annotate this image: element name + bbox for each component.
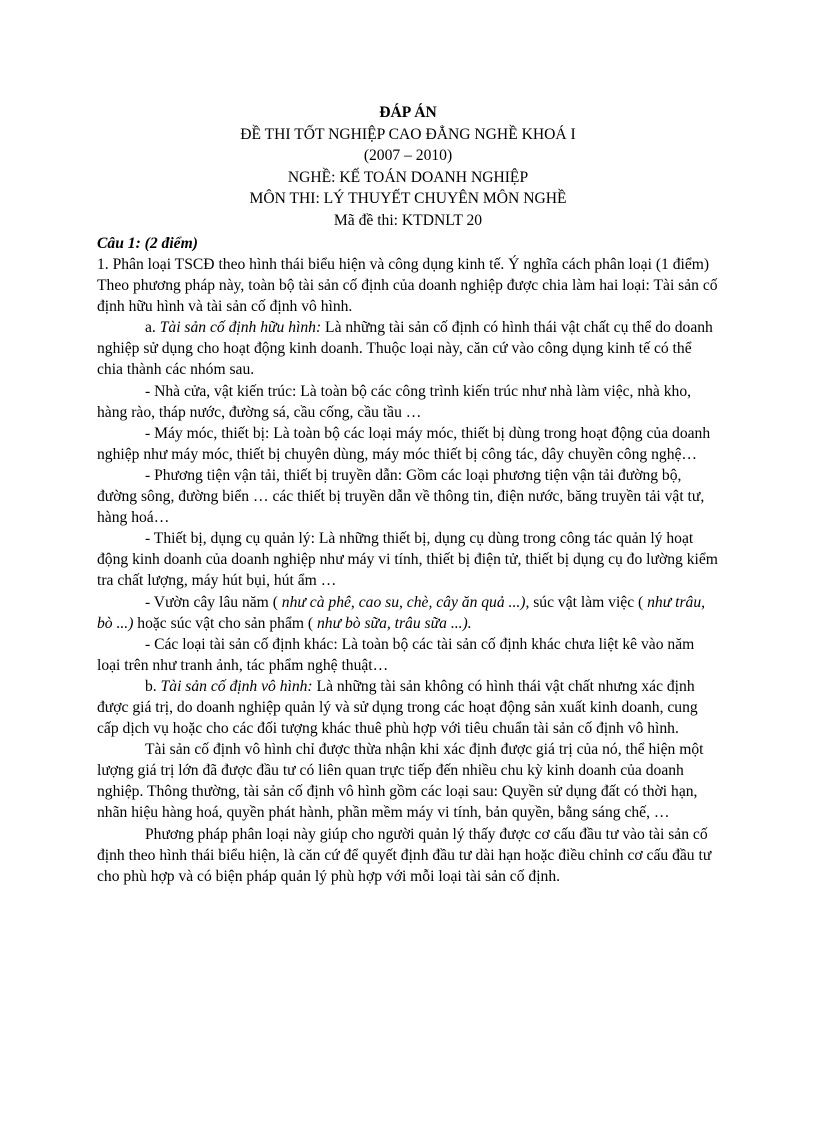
asset-group-other: - Các loại tài sản cố định khác: Là toàn bộ các tài sản cố định khác chưa liệt kê vào năm loại trên như tranh ảnh, tác phẩm nghệ thuật… — [97, 635, 695, 674]
asset-group-buildings: - Nhà cửa, vật kiến trúc: Là toàn bộ các công trình kiến trúc như nhà làm việc, nhà kho, hàng rào, tháp nước, đường sá, cầu cống, cầu tầu … — [97, 382, 692, 421]
asset-group-management-tools: - Thiết bị, dụng cụ quản lý: Là những thiết bị, dụng cụ dùng trong công tác quản lý hoạt động kinh doanh của doanh nghiệp như máy vi tính, thiết bị điện tử, thiết bị dụng cụ đo lường kiểm tra chất lượng, máy hút bụi, hút ẩm … — [97, 530, 718, 590]
exam-years: (2007 – 2010) — [363, 147, 453, 164]
plants-text-3: hoặc súc vật cho sản phẩm ( — [133, 614, 317, 632]
exam-major: NGHỀ: KẾ TOÁN DOANH NGHIỆP — [287, 168, 529, 186]
plants-examples: như cà phê, cao su, chè, cây ăn quả ...), — [281, 593, 530, 611]
product-animals-examples: như bò sữa, trâu sữa ...). — [317, 614, 472, 632]
section-b-paragraph — [97, 676, 719, 739]
section-b-text: Là những tài sản không có hình thái vật chất nhưng xác định được giá trị, do doanh nghiệp quản lý và sử dụng trong các hoạt động sản xuất kinh doanh, cung cấp dịch vụ hoặc cho các đối tượng khác thuê phù hợp với tiêu chuẩn tài sản cố định vô hình. — [97, 677, 698, 738]
work-animals-examples: như trâu, bò ...) — [97, 593, 706, 632]
question-1-item-1: 1. Phân loại TSCĐ theo hình thái biểu hiện và công dụng kinh tế. Ý nghĩa cách phân loại (1 điểm) — [97, 256, 710, 273]
exam-header — [97, 102, 719, 231]
plants-text-1: - Vườn cây lâu năm ( — [145, 593, 282, 611]
exam-name: ĐỀ THI TỐT NGHIỆP CAO ĐẲNG NGHỀ KHOÁ I — [240, 125, 576, 143]
section-b-prefix: b. — [145, 677, 161, 695]
classification-meaning-paragraph: Phương pháp phân loại này giúp cho người quản lý thấy được cơ cấu đầu tư vào tài sản cố định theo hình thái biểu hiện, là căn cứ để quyết định đầu tư dài hạn hoặc điều chỉnh cơ cấu đầu tư cho phù hợp và có biện pháp quản lý phù hợp với mỗi loại tài sản cố định. — [97, 825, 712, 885]
section-a-text: Là những tài sản cố định có hình thái vật chất cụ thể do doanh nghiệp sử dụng cho hoạt động kinh doanh. Thuộc loại này, căn cứ vào công dụng kinh tế có thể chia thành các nhóm sau. — [97, 319, 713, 379]
asset-group-plants-animals — [97, 592, 719, 634]
intangible-assets-paragraph: Tài sản cố định vô hình chỉ được thừa nhận khi xác định được giá trị của nó, thể hiện một lượng giá trị lớn đã được đầu tư có liên quan trực tiếp đến nhiều chu kỳ kinh doanh của doanh nghiệp. Thông thường, tài sản cố định vô hình gồm các loại sau: Quyền sử dụng đất có thời hạn, nhãn hiệu hàng hoá, quyền phát hành, phần mềm máy vi tính, bản quyền, bằng sáng chế, … — [97, 741, 704, 822]
section-a-term: Tài sản cố định hữu hình: — [159, 319, 322, 337]
document-page — [97, 102, 719, 887]
exam-subject: MÔN THI: LÝ THUYẾT CHUYÊN MÔN NGHỀ — [249, 190, 567, 207]
answer-key-title: ĐÁP ÁN — [379, 104, 437, 121]
plants-text-2: súc vật làm việc ( — [529, 593, 648, 611]
intro-paragraph: Theo phương pháp này, toàn bộ tài sản cố định của doanh nghiệp được chia làm hai loại: Tài sản cố định hữu hình và tài sản cố định vô hình. — [97, 277, 718, 316]
section-b-term: Tài sản cố định vô hình: — [160, 677, 313, 695]
asset-group-transport: - Phương tiện vận tải, thiết bị truyền dẫn: Gồm các loại phương tiện vận tải đường bộ, đường sông, đường biển … các thiết bị truyền dẫn về thông tin, điện nước, băng truyền tải vật tư, hàng hoá… — [97, 466, 705, 527]
question-1-title: Câu 1: (2 điểm) — [97, 235, 198, 252]
exam-code: Mã đề thi: KTDNLT 20 — [333, 211, 483, 229]
section-a-prefix: a. — [145, 319, 160, 337]
section-a-paragraph — [97, 317, 719, 380]
asset-group-machinery: - Máy móc, thiết bị: Là toàn bộ các loại máy móc, thiết bị dùng trong hoạt động của doanh nghiệp như máy móc, thiết bị chuyên dùng, máy móc thiết bị công tác, dây chuyền công nghệ… — [97, 424, 711, 463]
